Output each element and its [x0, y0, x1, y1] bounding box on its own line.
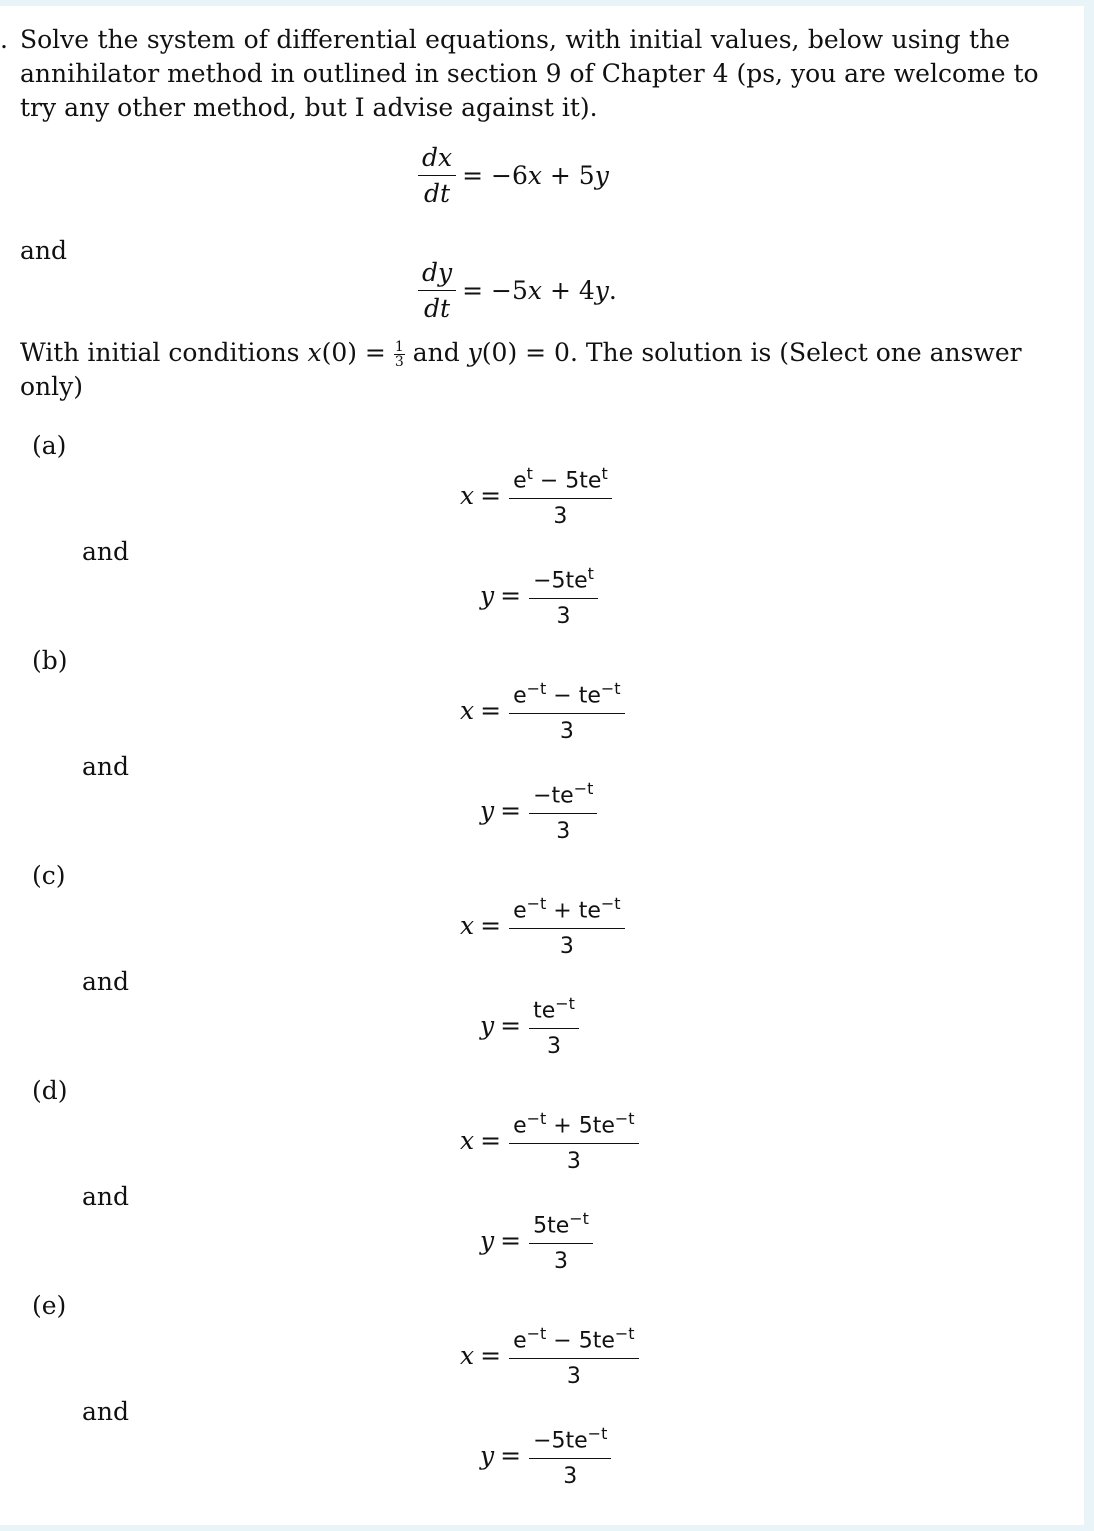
y-variable: y: [480, 580, 495, 610]
option-a-y-equation: [480, 559, 598, 631]
option-e-y-equation: [480, 1419, 611, 1491]
y-variable: y: [480, 1010, 495, 1040]
equation-dx-dt: [418, 143, 609, 208]
equals-sign: =: [480, 910, 502, 940]
x-numerator: $e^{-t} + te^{-t}$: [509, 889, 625, 929]
x-variable: x: [460, 695, 475, 725]
dx-rhs: = −6x + 5y: [462, 161, 609, 190]
equals-sign: =: [480, 1125, 502, 1155]
y-variable: y: [480, 795, 495, 825]
question-page: [0, 6, 1084, 1525]
option-c-x-equation: [460, 889, 625, 961]
option-e-and: and: [82, 1397, 130, 1426]
intro-line-2: annihilator method in outlined in section 9 of Chapter 4 (ps, you are welcome to: [20, 59, 1039, 88]
option-b-and: and: [82, 752, 130, 781]
option-label-c: (c): [32, 861, 66, 890]
equals-sign: =: [500, 795, 522, 825]
y-denominator: 3: [556, 604, 571, 630]
intro-line-3: try any other method, but I advise against it).: [20, 93, 598, 122]
x-variable: x: [460, 910, 475, 940]
dy-rhs: = −5x + 4y.: [462, 276, 617, 305]
option-d-and: and: [82, 1182, 130, 1211]
x-variable: x: [460, 480, 475, 510]
x-denominator: 3: [566, 1149, 581, 1175]
equals-sign: =: [480, 695, 502, 725]
y-numerator: $-5te^t$: [529, 559, 598, 599]
option-b-y-equation: [480, 774, 597, 846]
option-label-d: (d): [32, 1076, 68, 1105]
option-c-y-equation: [480, 989, 579, 1061]
dy-numerator: dy: [418, 258, 456, 291]
x-numerator: $e^{-t} - te^{-t}$: [509, 674, 625, 714]
and-word-equations: and: [20, 236, 68, 265]
y-variable: y: [480, 1225, 495, 1255]
option-d-x-equation: [460, 1104, 639, 1176]
dx-denominator: dt: [424, 179, 451, 208]
x-numerator: $e^{-t} + 5te^{-t}$: [509, 1104, 639, 1144]
y-denominator: 3: [554, 1249, 568, 1275]
x-denominator: 3: [559, 934, 574, 960]
equation-dy-dt: [418, 258, 617, 323]
initial-line-2: only): [20, 372, 84, 401]
leading-dot: .: [0, 25, 8, 54]
y-variable: y: [480, 1440, 495, 1470]
option-label-e: (e): [32, 1291, 67, 1320]
equals-sign: =: [500, 580, 522, 610]
one-third-fraction: $\frac{1}{3}$: [394, 339, 404, 370]
equals-sign: =: [480, 480, 502, 510]
intro-line-1: Solve the system of differential equations, with initial values, below using the: [20, 25, 1010, 54]
equals-sign: =: [500, 1225, 522, 1255]
option-b-x-equation: [460, 674, 625, 746]
y-numerator: $te^{-t}$: [529, 989, 579, 1029]
equals-sign: =: [480, 1340, 502, 1370]
y-denominator: 3: [563, 1464, 578, 1490]
y-denominator: 3: [547, 1034, 561, 1060]
x-denominator: 3: [566, 1364, 581, 1390]
y-numerator: $-te^{-t}$: [529, 774, 597, 814]
option-label-b: (b): [32, 646, 68, 675]
option-e-x-equation: [460, 1319, 639, 1391]
equals-sign: =: [500, 1010, 522, 1040]
x-denominator: 3: [559, 719, 574, 745]
dx-numerator: dx: [418, 143, 456, 176]
x-numerator: $e^t - 5te^t$: [509, 459, 612, 499]
y-numerator: $-5te^{-t}$: [529, 1419, 611, 1459]
y-numerator: $5te^{-t}$: [529, 1204, 593, 1244]
x-variable: x: [460, 1340, 475, 1370]
option-a-and: and: [82, 537, 130, 566]
equals-sign: =: [500, 1440, 522, 1470]
option-c-and: and: [82, 967, 130, 996]
x-numerator: $e^{-t} - 5te^{-t}$: [509, 1319, 639, 1359]
dy-denominator: dt: [424, 294, 451, 323]
x-denominator: 3: [553, 504, 568, 530]
initial-line-1: With initial conditions x(0) = $\frac{1}{3}$ and y(0) = 0. The solution is (Select one answer: [20, 338, 1022, 370]
x-variable: x: [460, 1125, 475, 1155]
option-a-x-equation: [460, 459, 612, 531]
option-label-a: (a): [32, 431, 67, 460]
initial-conditions: [20, 336, 1022, 404]
y-denominator: 3: [556, 819, 571, 845]
question-intro: [0, 23, 1039, 125]
option-d-y-equation: [480, 1204, 593, 1276]
